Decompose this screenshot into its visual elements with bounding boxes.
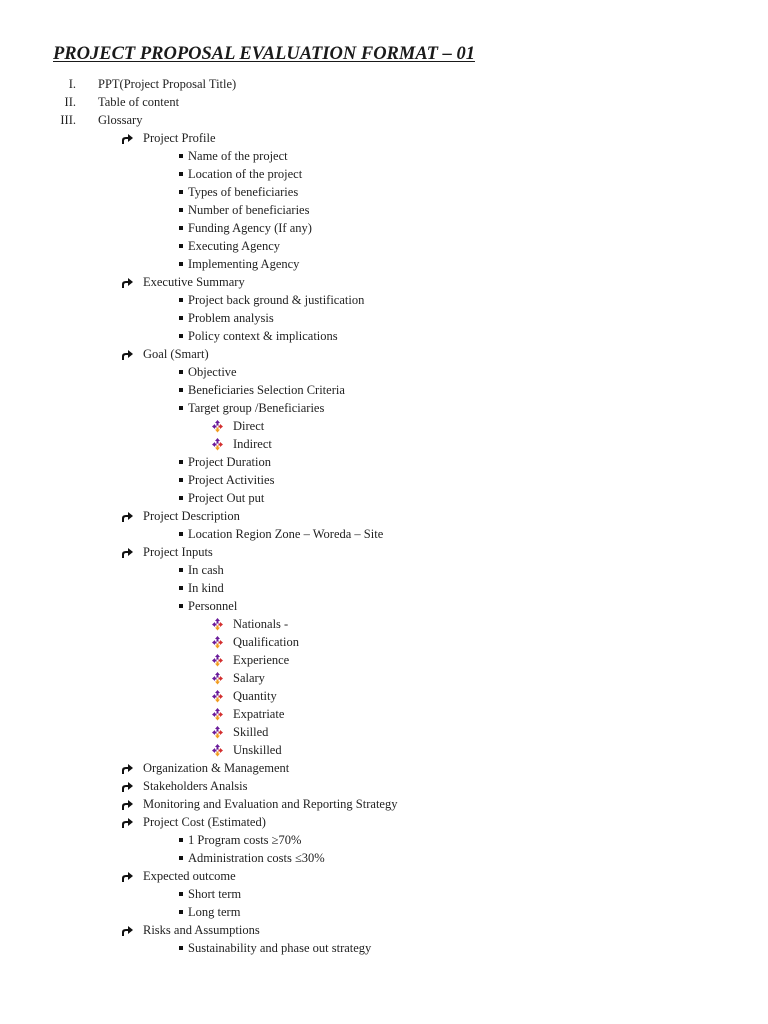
outline-item-level-4	[0, 723, 768, 741]
curved-arrow-bullet-icon	[120, 924, 134, 936]
outline-item-level-4	[0, 741, 768, 759]
four-way-arrow-bullet-icon	[211, 617, 224, 631]
outline-item-level-1	[0, 93, 768, 111]
outline-item-text: Unskilled	[233, 743, 282, 757]
square-bullet-icon	[179, 478, 183, 482]
four-way-arrow-bullet-icon	[211, 437, 224, 451]
outline-list	[0, 75, 768, 957]
outline-item-text: Personnel	[188, 599, 238, 613]
square-bullet-icon	[179, 586, 183, 590]
outline-item-text: Project Description	[143, 509, 240, 523]
outline-item-text: Types of beneficiaries	[188, 185, 299, 199]
outline-item-text: Implementing Agency	[188, 257, 300, 271]
outline-item-text: Indirect	[233, 437, 272, 451]
outline-item-level-3	[0, 525, 768, 543]
outline-item-text: In kind	[188, 581, 224, 595]
outline-item-text: Expatriate	[233, 707, 285, 721]
outline-item-text: Short term	[188, 887, 242, 901]
four-way-arrow-bullet-icon	[211, 707, 224, 721]
outline-item-level-2	[0, 813, 768, 831]
outline-item-text: Objective	[188, 365, 237, 379]
outline-item-text: Long term	[188, 905, 241, 919]
square-bullet-icon	[179, 262, 183, 266]
curved-arrow-bullet-icon	[120, 546, 134, 558]
outline-item-level-3	[0, 561, 768, 579]
square-bullet-icon	[179, 406, 183, 410]
outline-item-level-4	[0, 633, 768, 651]
outline-item-level-3	[0, 363, 768, 381]
curved-arrow-bullet-icon	[120, 762, 134, 774]
square-bullet-icon	[179, 496, 183, 500]
outline-item-level-3	[0, 471, 768, 489]
square-bullet-icon	[179, 370, 183, 374]
outline-item-level-2	[0, 795, 768, 813]
four-way-arrow-bullet-icon	[211, 653, 224, 667]
square-bullet-icon	[179, 532, 183, 536]
outline-item-level-4	[0, 615, 768, 633]
four-way-arrow-bullet-icon	[211, 671, 224, 685]
outline-item-text: Executive Summary	[143, 275, 245, 289]
outline-item-text: Risks and Assumptions	[143, 923, 260, 937]
curved-arrow-bullet-icon	[120, 276, 134, 288]
four-way-arrow-bullet-icon	[211, 635, 224, 649]
square-bullet-icon	[179, 190, 183, 194]
outline-item-text: Funding Agency (If any)	[188, 221, 312, 235]
outline-item-text: Location of the project	[188, 167, 303, 181]
outline-item-text: Salary	[233, 671, 265, 685]
outline-item-text: Project back ground & justification	[188, 293, 365, 307]
outline-item-level-2	[0, 507, 768, 525]
outline-item-level-3	[0, 219, 768, 237]
outline-item-level-3	[0, 885, 768, 903]
outline-item-level-2	[0, 867, 768, 885]
outline-item-level-2	[0, 777, 768, 795]
curved-arrow-bullet-icon	[120, 132, 134, 144]
outline-item-level-2	[0, 273, 768, 291]
four-way-arrow-bullet-icon	[211, 743, 224, 757]
curved-arrow-bullet-icon	[120, 798, 134, 810]
outline-item-text: Quantity	[233, 689, 277, 703]
outline-item-level-3	[0, 201, 768, 219]
four-way-arrow-bullet-icon	[211, 725, 224, 739]
outline-item-text: Skilled	[233, 725, 269, 739]
document-title: PROJECT PROPOSAL EVALUATION FORMAT – 01	[53, 44, 475, 64]
outline-item-text: Expected outcome	[143, 869, 236, 883]
outline-item-level-3	[0, 849, 768, 867]
outline-item-level-2	[0, 921, 768, 939]
outline-item-level-3	[0, 453, 768, 471]
outline-item-level-3	[0, 291, 768, 309]
square-bullet-icon	[179, 856, 183, 860]
square-bullet-icon	[179, 568, 183, 572]
outline-item-text: 1 Program costs ≥70%	[188, 833, 302, 847]
four-way-arrow-bullet-icon	[211, 419, 224, 433]
curved-arrow-bullet-icon	[120, 816, 134, 828]
outline-item-text: Nationals -	[233, 617, 289, 631]
square-bullet-icon	[179, 388, 183, 392]
square-bullet-icon	[179, 208, 183, 212]
outline-item-text: Project Cost (Estimated)	[143, 815, 266, 829]
outline-item-text: Problem analysis	[188, 311, 274, 325]
square-bullet-icon	[179, 334, 183, 338]
outline-item-text: PPT(Project Proposal Title)	[98, 77, 237, 91]
outline-item-text: Sustainability and phase out strategy	[188, 941, 372, 955]
outline-item-text: Project Profile	[143, 131, 216, 145]
outline-item-text: Table of content	[98, 95, 180, 109]
outline-item-level-3	[0, 309, 768, 327]
outline-item-text: Executing Agency	[188, 239, 280, 253]
outline-item-level-2	[0, 345, 768, 363]
outline-item-text: Name of the project	[188, 149, 288, 163]
outline-item-text: Project Inputs	[143, 545, 213, 559]
outline-item-level-3	[0, 327, 768, 345]
outline-item-level-4	[0, 651, 768, 669]
outline-item-level-4	[0, 705, 768, 723]
curved-arrow-bullet-icon	[120, 870, 134, 882]
outline-item-level-2	[0, 759, 768, 777]
outline-item-level-2	[0, 129, 768, 147]
square-bullet-icon	[179, 460, 183, 464]
outline-item-text: Number of beneficiaries	[188, 203, 310, 217]
outline-item-level-3	[0, 831, 768, 849]
curved-arrow-bullet-icon	[120, 780, 134, 792]
outline-item-level-3	[0, 399, 768, 417]
outline-item-level-3	[0, 597, 768, 615]
square-bullet-icon	[179, 316, 183, 320]
outline-item-text: Goal (Smart)	[143, 347, 209, 361]
square-bullet-icon	[179, 298, 183, 302]
roman-numeral: II.	[64, 95, 76, 109]
square-bullet-icon	[179, 910, 183, 914]
outline-item-level-4	[0, 687, 768, 705]
square-bullet-icon	[179, 892, 183, 896]
outline-item-text: Monitoring and Evaluation and Reporting Strategy	[143, 797, 398, 811]
outline-item-text: Qualification	[233, 635, 299, 649]
outline-item-level-3	[0, 903, 768, 921]
square-bullet-icon	[179, 226, 183, 230]
square-bullet-icon	[179, 604, 183, 608]
outline-item-level-1	[0, 111, 768, 129]
outline-item-level-3	[0, 165, 768, 183]
outline-item-text: Location Region Zone – Woreda – Site	[188, 527, 384, 541]
outline-item-level-3	[0, 237, 768, 255]
outline-item-text: Organization & Management	[143, 761, 290, 775]
square-bullet-icon	[179, 946, 183, 950]
outline-item-level-3	[0, 255, 768, 273]
outline-item-level-3	[0, 147, 768, 165]
square-bullet-icon	[179, 838, 183, 842]
outline-item-text: Administration costs ≤30%	[188, 851, 325, 865]
four-way-arrow-bullet-icon	[211, 689, 224, 703]
outline-item-level-3	[0, 489, 768, 507]
outline-item-level-3	[0, 939, 768, 957]
curved-arrow-bullet-icon	[120, 510, 134, 522]
outline-item-text: Project Duration	[188, 455, 271, 469]
outline-item-text: Project Activities	[188, 473, 275, 487]
square-bullet-icon	[179, 154, 183, 158]
outline-item-text: Policy context & implications	[188, 329, 338, 343]
curved-arrow-bullet-icon	[120, 348, 134, 360]
outline-item-text: Stakeholders Analsis	[143, 779, 248, 793]
outline-item-text: Glossary	[98, 113, 143, 127]
outline-item-text: Direct	[233, 419, 265, 433]
square-bullet-icon	[179, 172, 183, 176]
outline-item-text: Beneficiaries Selection Criteria	[188, 383, 345, 397]
outline-item-text: Experience	[233, 653, 290, 667]
outline-item-level-4	[0, 669, 768, 687]
outline-item-level-3	[0, 579, 768, 597]
outline-item-level-4	[0, 417, 768, 435]
outline-item-text: In cash	[188, 563, 224, 577]
outline-item-level-2	[0, 543, 768, 561]
outline-item-level-3	[0, 381, 768, 399]
outline-item-text: Target group /Beneficiaries	[188, 401, 325, 415]
roman-numeral: I.	[68, 77, 76, 91]
outline-item-level-1	[0, 75, 768, 93]
outline-item-level-4	[0, 435, 768, 453]
roman-numeral: III.	[60, 113, 76, 127]
square-bullet-icon	[179, 244, 183, 248]
outline-item-text: Project Out put	[188, 491, 265, 505]
outline-item-level-3	[0, 183, 768, 201]
